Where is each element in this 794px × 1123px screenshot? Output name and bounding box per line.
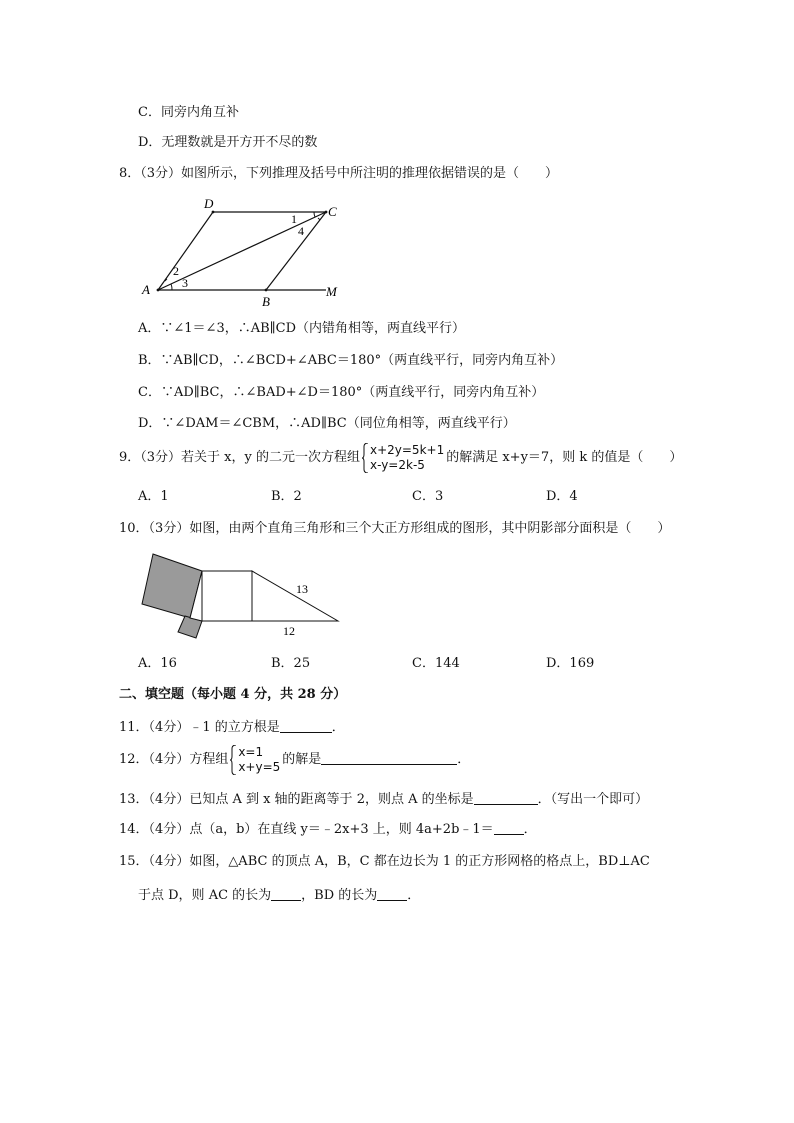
q8-angle-4: 4 <box>298 224 304 238</box>
q12-end: ． <box>457 752 471 767</box>
q11 <box>119 718 345 737</box>
q7-option-d: D．无理数就是开方开不尽的数 <box>138 135 318 150</box>
q10-label-hypotenuse: 13 <box>296 582 308 596</box>
q12-system <box>230 745 280 775</box>
q10-option-a: A．16 <box>138 656 177 671</box>
q8-label-c: C <box>328 204 337 219</box>
q11-answer-blank[interactable] <box>280 718 332 733</box>
q12-answer-blank[interactable] <box>321 750 457 765</box>
q8-label-d: D <box>204 196 214 211</box>
q15-line2 <box>138 886 420 905</box>
q11-text: 11．（4分）﹣1 的立方根是 <box>119 720 280 735</box>
q12-eq2: x+y=5 <box>238 759 281 774</box>
q9-stem <box>119 440 682 476</box>
q15-line1: 15．（4分）如图，△ABC 的顶点 A，B，C 都在边长为 1 的正方形网格的格点上，BD⊥AC <box>119 854 650 869</box>
q9-option-b: B．2 <box>271 489 302 504</box>
q10-figure <box>138 548 348 640</box>
q9-stem-pre: 9．（3分）若关于 x，y 的二元一次方程组 <box>119 450 360 465</box>
q14-text: 14．（4分）点（a，b）在直线 y＝﹣2x+3 上，则 4a+2b﹣1＝ <box>119 822 494 837</box>
q8-angle-2: 2 <box>173 264 179 278</box>
q12-mid: 的解是 <box>282 752 322 767</box>
q7-option-c: C．同旁内角互补 <box>138 105 239 120</box>
q14-answer-blank[interactable] <box>494 820 524 835</box>
q8-angle-1: 1 <box>291 212 297 226</box>
q9-stem-post: 的解满足 x+y＝7，则 k 的值是（ ） <box>446 450 683 465</box>
q8-stem: 8．（3分）如图所示，下列推理及括号中所注明的推理依据错误的是（ ） <box>119 166 559 181</box>
q13-text: 13．（4分）已知点 A 到 x 轴的距离等于 2，则点 A 的坐标是 <box>119 792 474 807</box>
q8-label-m: M <box>326 284 337 299</box>
q9-eq2: x-y=2k-5 <box>369 457 425 472</box>
q8-angle-3: 3 <box>182 276 188 290</box>
q12-eq1: x=1 <box>238 744 264 759</box>
brace-icon <box>230 745 236 775</box>
q9-eq1: x+2y=5k+1 <box>369 442 445 457</box>
brace-icon <box>362 443 368 473</box>
q13-end: ．（写出一个即可） <box>537 792 649 807</box>
q14-end: ． <box>523 822 537 837</box>
q9-system <box>362 443 444 473</box>
q10-option-d: D．169 <box>546 656 595 671</box>
q12 <box>119 742 470 778</box>
q15-bd-blank[interactable] <box>377 886 407 901</box>
q9-option-c: C．3 <box>412 489 444 504</box>
q15-text-b: ，BD 的长为 <box>301 888 378 903</box>
q13 <box>119 790 648 809</box>
q10-stem: 10．（3分）如图，由两个直角三角形和三个大正方形组成的图形，其中阴影部分面积是（ ） <box>119 521 671 536</box>
q15-ac-blank[interactable] <box>271 886 301 901</box>
q13-answer-blank[interactable] <box>474 790 538 805</box>
q15-end: ． <box>407 888 421 903</box>
q8-option-b: B．∵AB∥CD，∴∠BCD+∠ABC＝180°（两直线平行，同旁内角互补） <box>138 353 564 368</box>
section-heading-fill-in: 二、填空题（每小题 4 分，共 28 分） <box>119 687 347 702</box>
q8-option-a: A．∵∠1＝∠3，∴AB∥CD（内错角相等，两直线平行） <box>138 321 466 336</box>
q15-text-a: 于点 D，则 AC 的长为 <box>138 888 272 903</box>
q12-text: 12．（4分）方程组 <box>119 752 229 767</box>
q8-label-a: A <box>142 282 150 297</box>
q11-end: ． <box>331 720 345 735</box>
q9-option-a: A．1 <box>138 489 169 504</box>
q8-option-c: C．∵AD∥BC，∴∠BAD+∠D＝180°（两直线平行，同旁内角互补） <box>138 385 545 400</box>
q9-option-d: D．4 <box>546 489 578 504</box>
q10-label-base: 12 <box>283 624 295 638</box>
q8-option-d: D．∵∠DAM＝∠CBM，∴AD∥BC（同位角相等，两直线平行） <box>138 416 516 431</box>
q8-label-b: B <box>262 294 270 308</box>
q10-option-c: C．144 <box>412 656 460 671</box>
q14 <box>119 820 537 839</box>
q10-option-b: B．25 <box>271 656 311 671</box>
q8-figure <box>138 196 348 308</box>
